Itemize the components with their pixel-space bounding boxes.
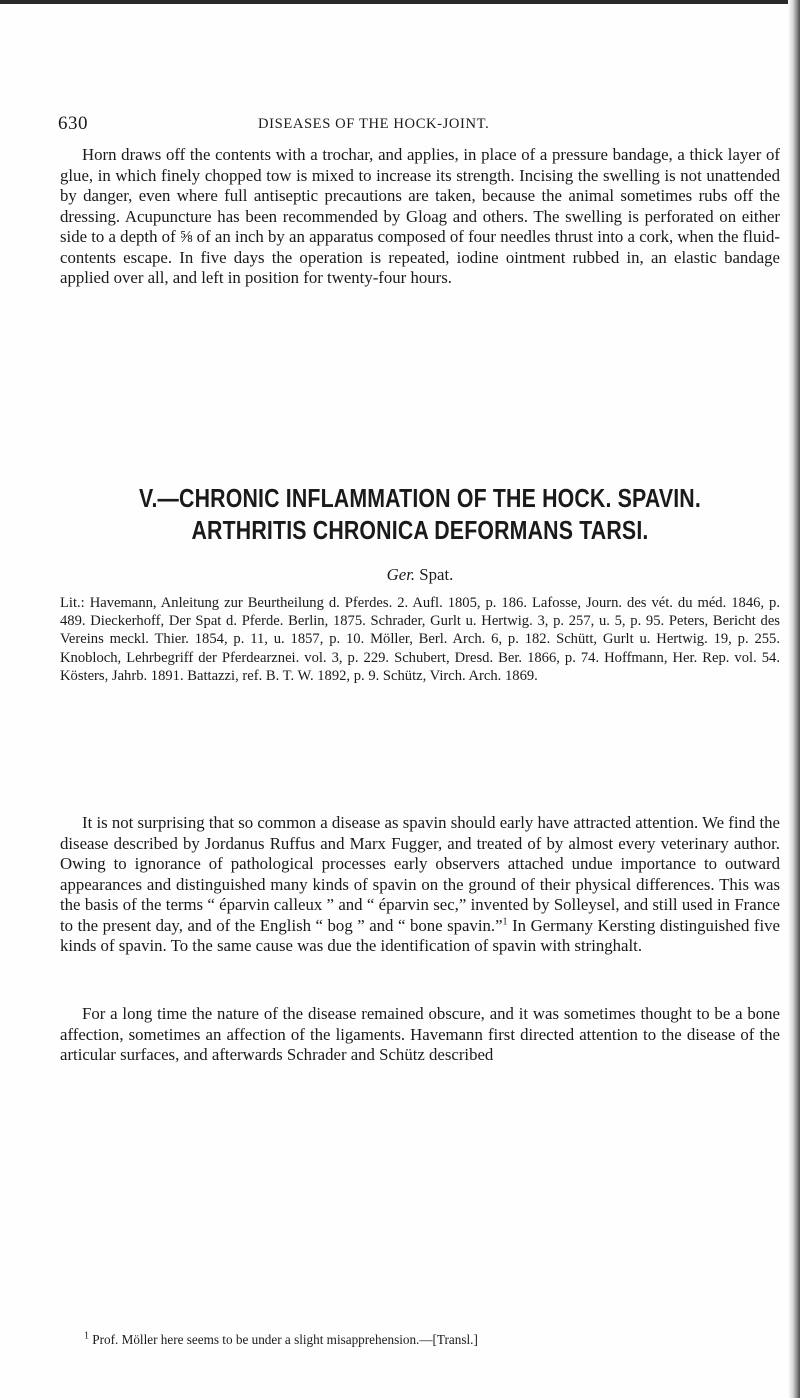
german-term: Spat. [415,565,454,584]
paragraph-2-part-b: In Germany Kersting distinguished five kinds of spavin. To the same cause was due the identification of spavin with stringhalt. [60,915,780,955]
literature-block [60,594,780,685]
scan-border-top [0,0,800,4]
literature-references: Lit.: Havemann, Anleitung zur Beurtheilung d. Pferdes. 2. Aufl. 1805, p. 186. Lafosse, Journ. des vét. du méd. 1846, p. 489. Dieckerhoff, Der Spat d. Pferde. Berlin, 1875. Schrader, Gurlt u. Hertwig. 3, p. 257, u. 5, p. 95. Peters, Bericht des Vereins meckl. Thier. 1854, p. 11, u. 1857, p. 10. Möller, Berl. Arch. 6, p. 182. Schütt, Gurlt u. Hertwig. 19, p. 255. Knobloch, Lehrbegriff der Pferdearznei. vol. 3, p. 229. Schubert, Dresd. Ber. 1866, p. 74. Hoffmann, Her. Rep. vol. 54. Kösters, Jahrb. 1891. Battazzi, ref. B. T. W. 1892, p. 9. Schütz, Virch. Arch. 1869. [60,595,780,684]
paragraph-3: For a long time the nature of the disease remained obscure, and it was sometimes thought to be a bone affection, sometimes an affection of the ligaments. Havemann first directed attention to the disease of the articular surfaces, and afterwards Schrader and Schütz described [60,1004,780,1064]
paragraph-1: Horn draws off the contents with a trochar, and applies, in place of a pressure bandage, a thick layer of glue, in which finely chopped tow is mixed to increase its strength. Incising the swelling is not unattended by danger, even where full antiseptic precautions are taken, because the animal sometimes rubs off the dressing. Acupuncture has been recommended by Gloag and others. The swelling is perforated on either side to a depth of ⅝ of an inch by an apparatus composed of four needles thrust into a cork, when the fluid-contents escape. In five days the operation is repeated, iodine ointment rubbed in, an elastic bandage applied over all, and left in position for twenty-four hours. [60,145,780,287]
paragraph-block-1 [60,145,780,289]
footnote-text: Prof. Möller here seems to be under a slight misapprehension.—[Transl.] [89,1332,478,1347]
running-title: DISEASES OF THE HOCK-JOINT. [258,116,490,132]
german-label: Ger. [386,565,416,584]
scan-border-right [788,0,800,1398]
section-heading-line-1: V.—CHRONIC INFLAMMATION OF THE HOCK. SPAVIN. [139,483,701,513]
page-number: 630 [58,113,88,134]
paragraph-block-3 [60,1004,780,1066]
paragraph-2 [60,813,780,957]
section-heading-line-2: ARTHRITIS CHRONICA DEFORMANS TARSI. [191,515,649,545]
paragraph-block-2 [60,813,780,957]
footnote [84,1332,784,1348]
footnote-marker: 1 [84,1330,89,1342]
german-term-line [60,565,780,585]
footnote-reference: 1 [502,915,508,927]
paragraph-2-part-a: It is not surprising that so common a disease as spavin should early have attracted attention. We find the disease described by Jordanus Ruffus and Marx Fugger, and treated of by almost every veterinary author. Owing to ignorance of pathological processes early observers attached undue importance to outward appearances and distinguished many kinds of spavin on the ground of their physical differences. This was the basis of the terms “ éparvin calleux ” and “ éparvin sec,” invented by Solleysel, and still used in France to the present day, and of the English “ bog ” and “ bone spavin.” [60,813,780,935]
